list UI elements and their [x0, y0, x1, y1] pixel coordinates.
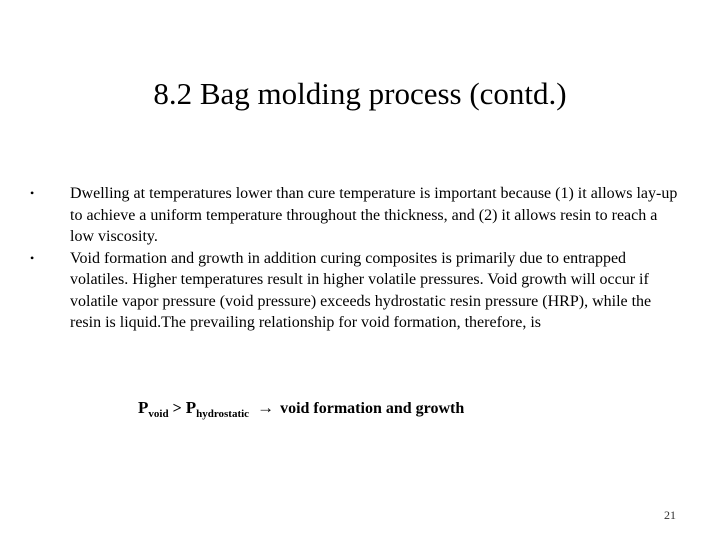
void-formation-formula: [138, 398, 464, 420]
bullet-text: Void formation and growth in addition curing composites is primarily due to entrapped volatiles. Higher temperatures result in higher volatile pressures. Void growth will occur if volatile vapor pressure (void pressure) exceeds hydrostatic resin pressure (HRP), while the resin is liquid.The prevailing relationship for void formation, therefore, is: [70, 249, 652, 331]
formula-rhs-symbol: P: [185, 398, 197, 417]
formula-operator: >: [172, 400, 182, 417]
bullet-icon: •: [30, 186, 35, 200]
bullet-item: [30, 248, 680, 334]
slide-title: 8.2 Bag molding process (contd.): [153, 76, 567, 111]
bullet-list: [30, 183, 680, 334]
right-arrow-icon: →: [257, 398, 275, 417]
formula-lhs-subscript: void: [148, 408, 169, 420]
formula-result: void formation and growth: [280, 400, 465, 417]
page-number: 21: [664, 508, 676, 522]
formula-lhs-symbol: P: [138, 398, 149, 417]
bullet-text: Dwelling at temperatures lower than cure temperature is important because (1) it allows lay-up to achieve a uniform temperature throughout the thickness, and (2) it allows resin to reach a low viscosity.: [70, 185, 678, 245]
formula-rhs-subscript: hydrostatic: [196, 408, 250, 420]
bullet-item: [30, 183, 680, 248]
bullet-icon: •: [30, 250, 35, 265]
